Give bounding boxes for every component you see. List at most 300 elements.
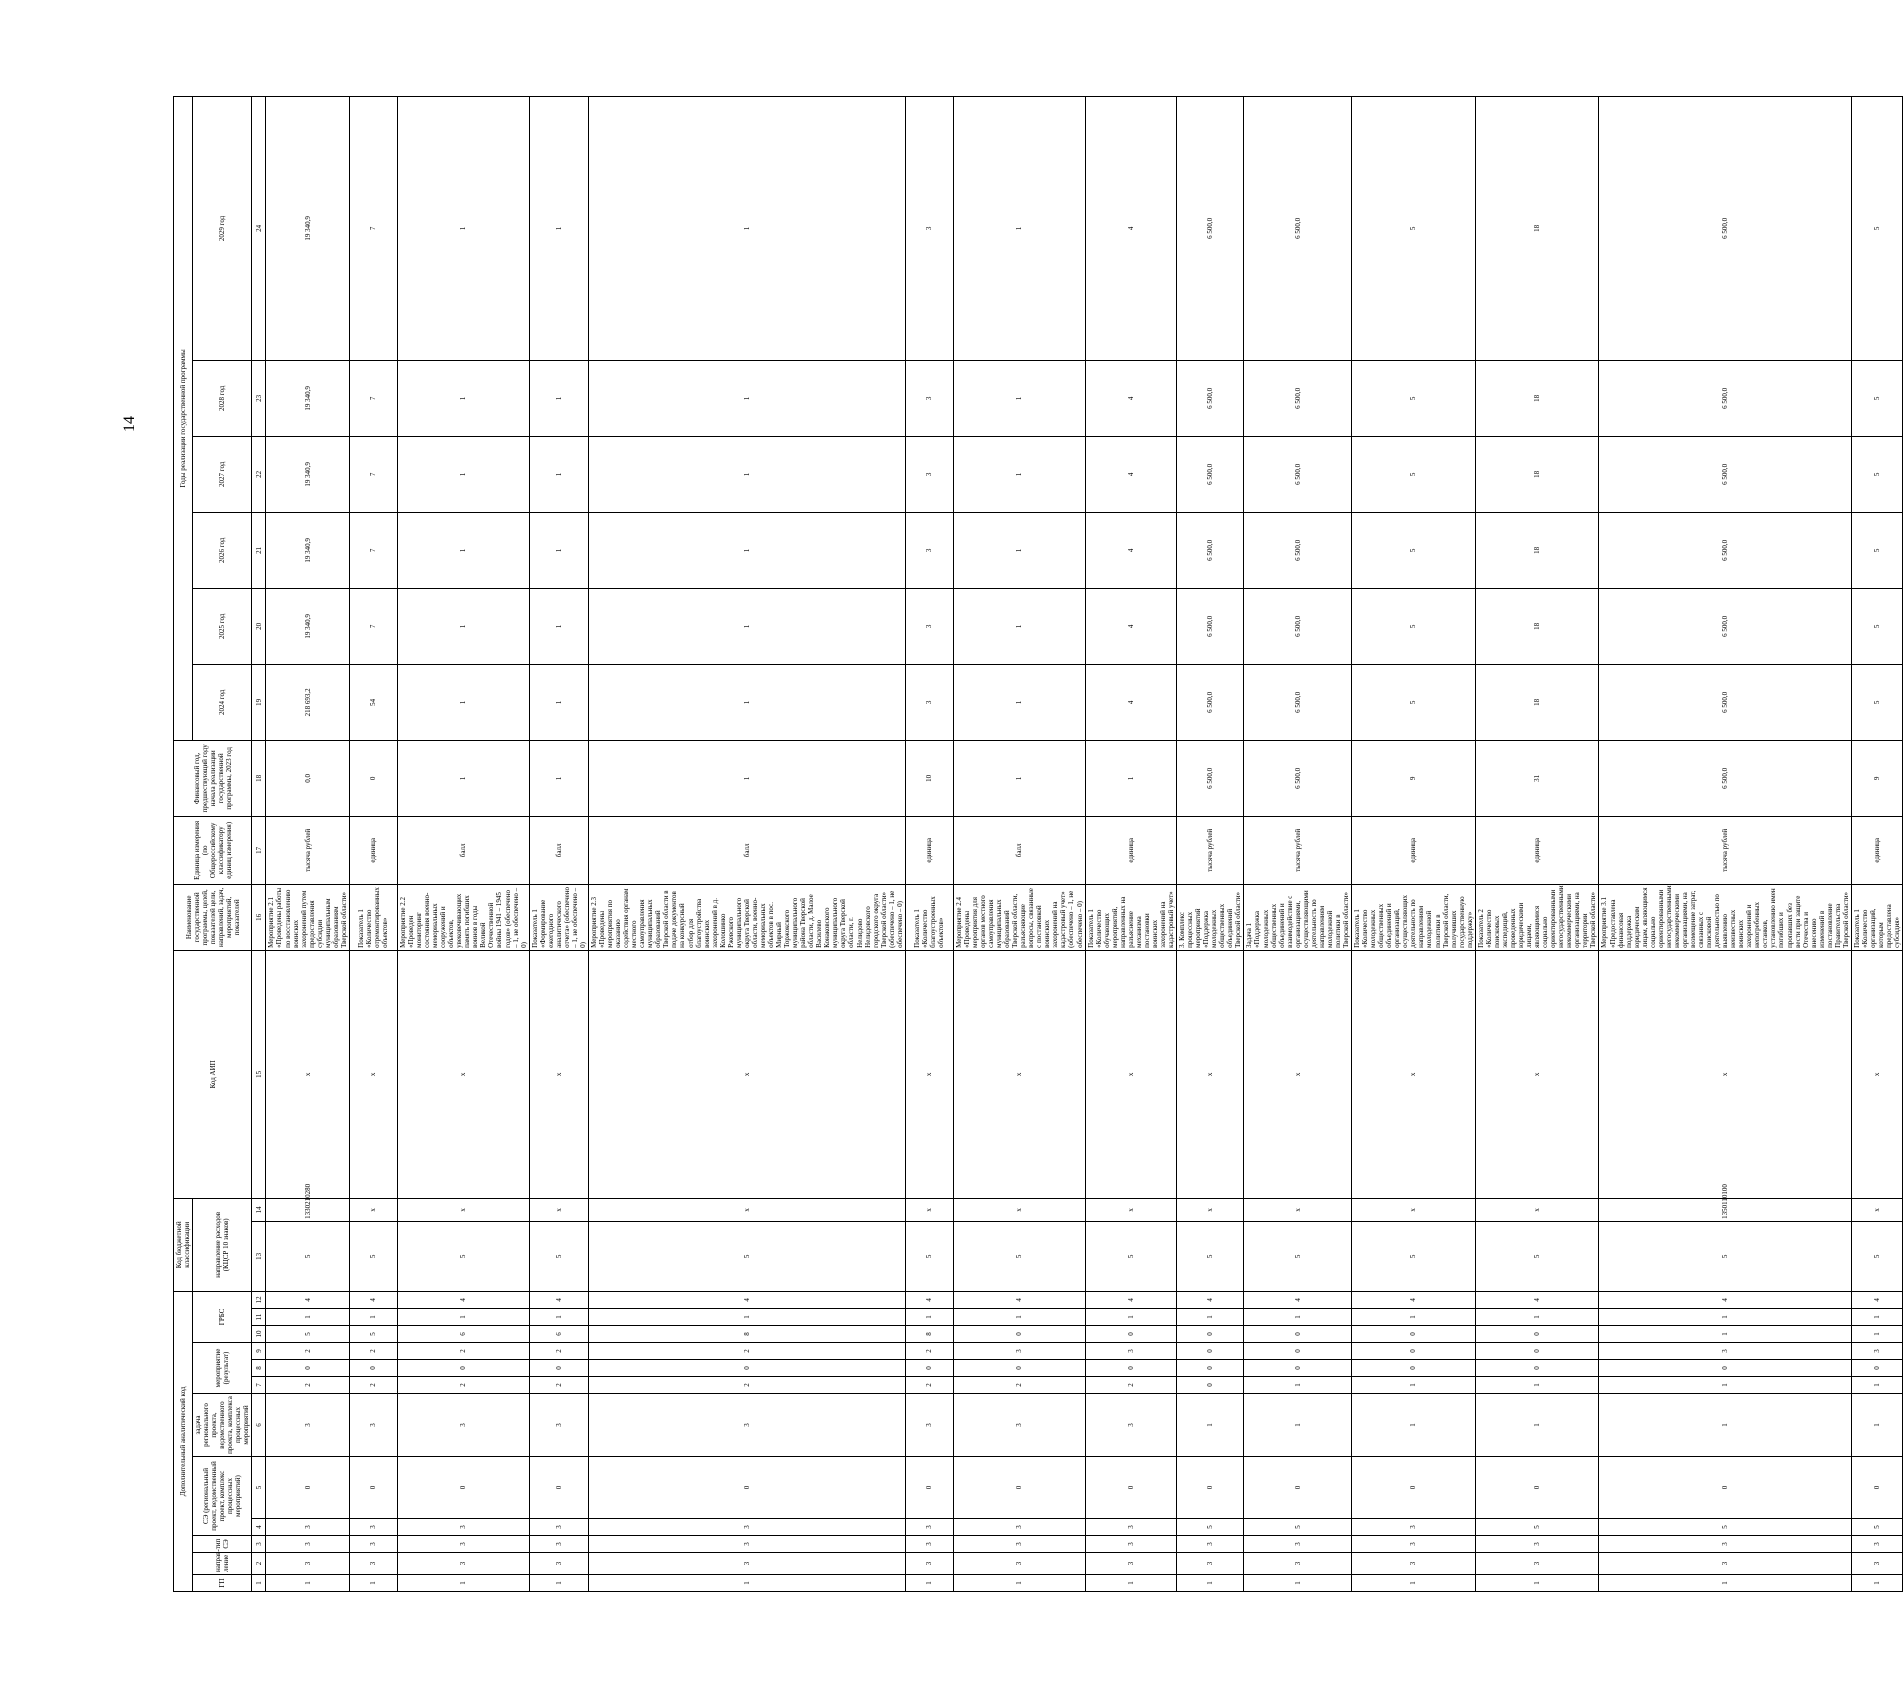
code-cell: 1 — [1851, 1326, 1902, 1343]
year-value: 3 — [905, 664, 953, 740]
year-value: 6 500,0 — [1177, 588, 1244, 664]
name-cell: Мероприятие 2.4 «Проведены мероприятия для органов местного самоуправления муниципальных образований Тверской области, разъясняющие вопросы, связанные с постановкой воинских захоронений на кадастровый учет» (обеспечено – 1, не обеспечено – 0) — [953, 884, 1085, 950]
year-value: 1 — [953, 360, 1085, 436]
code-cell: 0 — [1177, 1377, 1244, 1394]
code-cell: 1 — [1599, 1309, 1851, 1326]
code-cell: 1 — [1475, 1309, 1599, 1326]
code-cell: 1 — [529, 1575, 588, 1592]
col-number: 15 — [252, 950, 266, 1198]
code-cell: 3 — [588, 1536, 905, 1553]
aip-cell: x — [953, 950, 1085, 1198]
code-cell: 3 — [1085, 1536, 1177, 1553]
header-gp: ГП — [193, 1575, 252, 1592]
code-cell: 1 — [1177, 1309, 1244, 1326]
code-cell: 3 — [397, 1553, 529, 1575]
col-number: 17 — [252, 816, 266, 884]
table-row — [266, 97, 349, 1592]
kcsr-cell: 1350110100 — [1599, 1198, 1851, 1221]
kcsr-cell: x — [1352, 1198, 1476, 1221]
col-number: 4 — [252, 1519, 266, 1536]
code-cell: 0 — [1085, 1457, 1177, 1519]
code-cell: 3 — [266, 1519, 349, 1536]
code-cell: 0 — [1475, 1457, 1599, 1519]
year-value: 1 — [588, 588, 905, 664]
code-cell: 3 — [905, 1519, 953, 1536]
table-row — [1177, 97, 1244, 1592]
year-value: 1 — [953, 436, 1085, 512]
year-value: 18 — [1475, 97, 1599, 361]
code-cell: 0 — [953, 1360, 1085, 1377]
year-value: 19 340,9 — [266, 436, 349, 512]
name-cell: Показатель 1 «Количество организаций, которым предоставлена субсидия» — [1851, 884, 1902, 950]
year-value: 1 — [529, 588, 588, 664]
code-cell: 1 — [529, 1309, 588, 1326]
code-cell: 3 — [1085, 1343, 1177, 1360]
header-fin-year: Финансовый год, предшествующий году начала реализации государственной программы, 2023 год — [174, 740, 252, 816]
year-value: 3 — [905, 436, 953, 512]
year-value: 18 — [1475, 360, 1599, 436]
year-value: 4 — [1085, 97, 1177, 361]
header-expense-direction: направление расходов (КЦСР 10 знаков) — [193, 1198, 252, 1291]
aip-cell: x — [397, 950, 529, 1198]
code-cell: 5 — [266, 1221, 349, 1291]
code-cell: 6 — [529, 1326, 588, 1343]
code-cell: 3 — [1352, 1536, 1476, 1553]
fin-year-value: 9 — [1352, 740, 1476, 816]
code-cell: 0 — [1475, 1326, 1599, 1343]
code-cell: 2 — [266, 1343, 349, 1360]
code-cell: 3 — [397, 1519, 529, 1536]
col-number: 3 — [252, 1536, 266, 1553]
code-cell: 4 — [588, 1291, 905, 1308]
header-year-2024: 2024 год — [193, 664, 252, 740]
code-cell: 5 — [1599, 1519, 1851, 1536]
year-value: 18 — [1475, 588, 1599, 664]
code-cell: 4 — [397, 1291, 529, 1308]
year-value: 4 — [1085, 588, 1177, 664]
year-value: 18 — [1475, 664, 1599, 740]
table-row — [1475, 97, 1599, 1592]
column-numbers-row — [252, 97, 266, 1592]
code-cell: 0 — [349, 1457, 397, 1519]
code-cell: 1 — [1352, 1377, 1476, 1394]
col-number: 19 — [252, 664, 266, 740]
code-cell: 0 — [1244, 1360, 1352, 1377]
code-cell: 3 — [588, 1394, 905, 1457]
year-value: 6 500,0 — [1177, 436, 1244, 512]
kcsr-cell: x — [588, 1198, 905, 1221]
aip-cell: x — [266, 950, 349, 1198]
code-cell: 1 — [953, 1575, 1085, 1592]
year-value: 6 500,0 — [1177, 512, 1244, 588]
fin-year-value: 10 — [905, 740, 953, 816]
name-cell: Показатель 1 «Количество обучающих мероприятий, направленных на разъяснение механизма постановки воинских захоронений на кадастровый учет» — [1085, 884, 1177, 950]
kcsr-cell: x — [349, 1198, 397, 1221]
code-cell: 1 — [953, 1309, 1085, 1326]
year-value: 19 340,9 — [266, 512, 349, 588]
table-row — [588, 97, 905, 1592]
code-cell: 1 — [1352, 1575, 1476, 1592]
code-cell: 1 — [1352, 1309, 1476, 1326]
code-cell: 3 — [1177, 1553, 1244, 1575]
unit-cell: единица — [1352, 816, 1476, 884]
code-cell: 4 — [1085, 1291, 1177, 1308]
code-cell: 5 — [1177, 1221, 1244, 1291]
year-value: 1 — [397, 360, 529, 436]
code-cell: 1 — [1085, 1309, 1177, 1326]
year-value: 5 — [1851, 360, 1902, 436]
code-cell: 1 — [588, 1575, 905, 1592]
code-cell: 0 — [1244, 1343, 1352, 1360]
aip-cell: x — [1244, 950, 1352, 1198]
unit-cell: балл — [588, 816, 905, 884]
year-value: 4 — [1085, 360, 1177, 436]
table-body — [266, 97, 1903, 1592]
code-cell: 4 — [1475, 1291, 1599, 1308]
col-number: 16 — [252, 884, 266, 950]
code-cell: 0 — [588, 1360, 905, 1377]
year-value: 3 — [905, 588, 953, 664]
year-value: 1 — [588, 512, 905, 588]
name-cell: 3. Комплекс процессных мероприятий «Поддержка молодежных общественных объединений Тверской области» — [1177, 884, 1244, 950]
code-cell: 0 — [1177, 1326, 1244, 1343]
name-cell: Мероприятие 3.1 «Предоставлена финансовая поддержка юридическим лицам, являющимся социально ориентированными негосударственными некоммерческими организациями, на возмещение затрат, связанных с поисковой деятельностью по выявлению неизвестных воинских захоронений и непогребенных останков, установлению имен погибших и пропавших без вести при защите Отечества и внесению изменений в постановление Правительства Тверской области» — [1599, 884, 1851, 950]
name-cell: Показатель 1 «Количество отремонтированных объектов» — [349, 884, 397, 950]
col-number: 1 — [252, 1575, 266, 1592]
code-cell: 0 — [266, 1457, 349, 1519]
code-cell: 0 — [1599, 1360, 1851, 1377]
document-page-rotated — [173, 96, 1902, 1592]
aip-cell: x — [1085, 950, 1177, 1198]
code-cell: 2 — [397, 1343, 529, 1360]
year-value: 6 500,0 — [1244, 97, 1352, 361]
code-cell: 1 — [1244, 1575, 1352, 1592]
code-cell: 3 — [349, 1536, 397, 1553]
code-cell: 1 — [266, 1309, 349, 1326]
code-cell: 4 — [1352, 1291, 1476, 1308]
aip-cell: x — [349, 950, 397, 1198]
code-cell: 5 — [349, 1221, 397, 1291]
year-value: 7 — [349, 360, 397, 436]
code-cell: 0 — [953, 1457, 1085, 1519]
header-year-2029: 2029 год — [193, 97, 252, 361]
kcsr-cell: x — [1177, 1198, 1244, 1221]
code-cell: 1 — [1599, 1326, 1851, 1343]
col-number: 24 — [252, 97, 266, 361]
code-cell: 0 — [588, 1457, 905, 1519]
code-cell: 4 — [266, 1291, 349, 1308]
code-cell: 0 — [397, 1457, 529, 1519]
code-cell: 1 — [1475, 1575, 1599, 1592]
year-value: 6 500,0 — [1177, 360, 1244, 436]
unit-cell: балл — [397, 816, 529, 884]
fin-year-value: 1 — [1085, 740, 1177, 816]
header-year-2025: 2025 год — [193, 588, 252, 664]
code-cell: 2 — [529, 1343, 588, 1360]
code-cell: 2 — [397, 1377, 529, 1394]
code-cell: 0 — [266, 1360, 349, 1377]
year-value: 7 — [349, 588, 397, 664]
year-value: 3 — [905, 97, 953, 361]
year-value: 1 — [953, 97, 1085, 361]
code-cell: 3 — [953, 1343, 1085, 1360]
kcsr-cell: x — [905, 1198, 953, 1221]
code-cell: 0 — [1475, 1360, 1599, 1377]
code-cell: 0 — [953, 1326, 1085, 1343]
col-number: 14 — [252, 1198, 266, 1221]
fin-year-value: 0 — [349, 740, 397, 816]
year-value: 18 — [1475, 512, 1599, 588]
year-value: 5 — [1851, 436, 1902, 512]
code-cell: 1 — [349, 1309, 397, 1326]
col-number: 5 — [252, 1457, 266, 1519]
program-table — [173, 96, 1903, 1592]
code-cell: 1 — [1177, 1575, 1244, 1592]
header-grbs: ГРБС — [193, 1291, 252, 1342]
year-value: 6 500,0 — [1244, 664, 1352, 740]
aip-cell: x — [588, 950, 905, 1198]
code-cell: 1 — [1599, 1575, 1851, 1592]
year-value: 1 — [588, 664, 905, 740]
year-value: 1 — [953, 664, 1085, 740]
code-cell: 3 — [1475, 1553, 1599, 1575]
code-cell: 3 — [953, 1519, 1085, 1536]
year-value: 1 — [397, 664, 529, 740]
table-row — [905, 97, 953, 1592]
col-number: 13 — [252, 1221, 266, 1291]
header-year-2027: 2027 год — [193, 436, 252, 512]
header-year-2028: 2028 год — [193, 360, 252, 436]
code-cell: 0 — [1244, 1326, 1352, 1343]
col-number: 9 — [252, 1343, 266, 1360]
code-cell: 1 — [1599, 1377, 1851, 1394]
code-cell: 0 — [1177, 1360, 1244, 1377]
fin-year-value: 0,0 — [266, 740, 349, 816]
year-value: 6 500,0 — [1177, 97, 1244, 361]
fin-year-value: 31 — [1475, 740, 1599, 816]
unit-cell: тысяча рублей — [1599, 816, 1851, 884]
table-row — [1085, 97, 1177, 1592]
code-cell: 0 — [1475, 1343, 1599, 1360]
table-row — [1352, 97, 1476, 1592]
code-cell: 4 — [349, 1291, 397, 1308]
code-cell: 2 — [953, 1377, 1085, 1394]
year-value: 54 — [349, 664, 397, 740]
code-cell: 1 — [1244, 1377, 1352, 1394]
year-value: 6 500,0 — [1599, 588, 1851, 664]
code-cell: 4 — [953, 1291, 1085, 1308]
code-cell: 3 — [953, 1394, 1085, 1457]
col-number: 11 — [252, 1309, 266, 1326]
header-task: задача регионального проекта, ведомственного проекта, комплекса процессных мероприятий — [193, 1394, 252, 1457]
year-value: 6 500,0 — [1244, 588, 1352, 664]
year-value: 1 — [529, 512, 588, 588]
kcsr-cell: x — [529, 1198, 588, 1221]
code-cell: 5 — [529, 1221, 588, 1291]
code-cell: 4 — [1177, 1291, 1244, 1308]
col-number: 2 — [252, 1553, 266, 1575]
name-cell: Мероприятие 2.3 «Проведены мероприятия по оказанию содействия органам местного самоуправления муниципальных образований Тверской области в подаче документов на конкурсный отбор для благоустройства воинских захоронений в д. Колошинко Ржевского муниципального округа Тверской области, военно-мемориальных объектов в пос. Мирный Торжокского муниципального района Тверской области, д. Малое Василево Конаковского муниципального округа Тверской области, г. Нелидово Нелидовского городского округа Тверской области» (обеспечено – 1, не обеспечено – 0) — [588, 884, 905, 950]
code-cell: 0 — [1352, 1326, 1476, 1343]
code-cell: 3 — [953, 1536, 1085, 1553]
aip-cell: x — [1475, 950, 1599, 1198]
year-value: 18 — [1475, 436, 1599, 512]
aip-cell: x — [905, 950, 953, 1198]
code-cell: 2 — [266, 1377, 349, 1394]
kcsr-cell: x — [1851, 1198, 1902, 1221]
code-cell: 5 — [1085, 1221, 1177, 1291]
code-cell: 3 — [1244, 1536, 1352, 1553]
year-value: 1 — [397, 512, 529, 588]
code-cell: 0 — [1851, 1457, 1902, 1519]
code-cell: 0 — [1085, 1360, 1177, 1377]
year-value: 1 — [529, 436, 588, 512]
year-value: 1 — [588, 97, 905, 361]
code-cell: 0 — [529, 1360, 588, 1377]
col-number: 18 — [252, 740, 266, 816]
code-cell: 1 — [397, 1309, 529, 1326]
code-cell: 5 — [1851, 1519, 1902, 1536]
header-direction: направ-ление — [193, 1553, 252, 1575]
code-cell: 2 — [349, 1343, 397, 1360]
code-cell: 1 — [1851, 1377, 1902, 1394]
year-value: 19 340,9 — [266, 360, 349, 436]
code-cell: 2 — [529, 1377, 588, 1394]
code-cell: 0 — [905, 1360, 953, 1377]
code-cell: 0 — [1352, 1457, 1476, 1519]
code-cell: 0 — [349, 1360, 397, 1377]
code-cell: 0 — [1599, 1457, 1851, 1519]
code-cell: 2 — [349, 1377, 397, 1394]
header-aip: Код АИП — [174, 950, 252, 1198]
table-row — [529, 97, 588, 1592]
code-cell: 5 — [1244, 1221, 1352, 1291]
year-value: 5 — [1851, 97, 1902, 361]
header-event: мероприятие (результат) — [193, 1343, 252, 1394]
fin-year-value: 1 — [953, 740, 1085, 816]
header-name: Наименование государственной программы, целей, показателей цели, направлений, задач, мероприятий, показателей — [174, 884, 252, 950]
col-number: 10 — [252, 1326, 266, 1343]
code-cell: 3 — [1599, 1553, 1851, 1575]
year-value: 1 — [397, 97, 529, 361]
year-value: 4 — [1085, 436, 1177, 512]
col-number: 23 — [252, 360, 266, 436]
year-value: 5 — [1352, 360, 1476, 436]
year-value: 218 693,2 — [266, 664, 349, 740]
code-cell: 3 — [529, 1536, 588, 1553]
col-number: 6 — [252, 1394, 266, 1457]
year-value: 5 — [1851, 664, 1902, 740]
code-cell: 3 — [588, 1519, 905, 1536]
aip-cell: x — [1851, 950, 1902, 1198]
code-cell: 3 — [397, 1394, 529, 1457]
code-cell: 1 — [1851, 1394, 1902, 1457]
year-value: 3 — [905, 360, 953, 436]
code-cell: 2 — [905, 1343, 953, 1360]
code-cell: 0 — [529, 1457, 588, 1519]
code-cell: 5 — [266, 1326, 349, 1343]
col-number: 12 — [252, 1291, 266, 1308]
code-cell: 1 — [905, 1575, 953, 1592]
year-value: 1 — [953, 588, 1085, 664]
code-cell: 5 — [397, 1221, 529, 1291]
unit-cell: единица — [349, 816, 397, 884]
code-cell: 0 — [1177, 1343, 1244, 1360]
code-cell: 0 — [1352, 1360, 1476, 1377]
code-cell: 3 — [1352, 1519, 1476, 1536]
code-cell: 3 — [1851, 1343, 1902, 1360]
year-value: 19 340,9 — [266, 588, 349, 664]
code-cell: 3 — [266, 1394, 349, 1457]
code-cell: 5 — [1851, 1221, 1902, 1291]
year-value: 5 — [1352, 436, 1476, 512]
kcsr-cell: x — [953, 1198, 1085, 1221]
year-value: 5 — [1352, 97, 1476, 361]
table-row — [953, 97, 1085, 1592]
code-cell: 1 — [1244, 1309, 1352, 1326]
header-budget-code: Код бюджетной классификации — [174, 1198, 193, 1291]
code-cell: 2 — [1085, 1377, 1177, 1394]
unit-cell: балл — [529, 816, 588, 884]
code-cell: 3 — [1851, 1536, 1902, 1553]
unit-cell: единица — [1851, 816, 1902, 884]
year-value: 1 — [529, 360, 588, 436]
code-cell: 0 — [905, 1457, 953, 1519]
year-value: 7 — [349, 512, 397, 588]
year-value: 1 — [953, 512, 1085, 588]
code-cell: 5 — [953, 1221, 1085, 1291]
year-value: 1 — [397, 436, 529, 512]
year-value: 3 — [905, 512, 953, 588]
year-value: 5 — [1352, 512, 1476, 588]
code-cell: 5 — [1475, 1221, 1599, 1291]
year-value: 6 500,0 — [1599, 512, 1851, 588]
code-cell: 1 — [905, 1309, 953, 1326]
page-number: 14 — [121, 416, 138, 432]
aip-cell: x — [1599, 950, 1851, 1198]
code-cell: 0 — [397, 1360, 529, 1377]
code-cell: 5 — [1177, 1519, 1244, 1536]
code-cell: 3 — [905, 1553, 953, 1575]
code-cell: 4 — [905, 1291, 953, 1308]
name-cell: Показатель 1 «Количество молодежных общественных объединений и организаций, осуществляющих деятельность по направлениям молодежной политики в Тверской области, получивших государственную поддержку» — [1352, 884, 1476, 950]
year-value: 6 500,0 — [1244, 436, 1352, 512]
year-value: 6 500,0 — [1599, 97, 1851, 361]
code-cell: 3 — [905, 1536, 953, 1553]
col-number: 8 — [252, 1360, 266, 1377]
year-value: 5 — [1352, 664, 1476, 740]
code-cell: 1 — [588, 1309, 905, 1326]
unit-cell: единица — [905, 816, 953, 884]
kcsr-cell: x — [397, 1198, 529, 1221]
code-cell: 3 — [1244, 1553, 1352, 1575]
code-cell: 3 — [349, 1394, 397, 1457]
name-cell: Показатель 2 «Количество поисковых экспедиций, проведенных юридическими лицами, являющимися социально ориентированными негосударственными некоммерческими организациями, на территории Тверской области» — [1475, 884, 1599, 950]
code-cell: 1 — [1352, 1394, 1476, 1457]
code-cell: 1 — [1599, 1394, 1851, 1457]
kcsr-cell: x — [1244, 1198, 1352, 1221]
code-cell: 8 — [905, 1326, 953, 1343]
code-cell: 2 — [905, 1377, 953, 1394]
code-cell: 3 — [266, 1536, 349, 1553]
table-row — [1599, 97, 1851, 1592]
year-value: 6 500,0 — [1599, 360, 1851, 436]
name-cell: Задача 1 «Поддержка молодежных общественных объединений и взаимодействие с организациями, осуществляющими деятельность по направлениям молодежной политики в Тверской области» — [1244, 884, 1352, 950]
name-cell: Показатель 1 «Формирование ежегодного аналитического отчета» (обеспечено – 1, не обеспечено – 0) — [529, 884, 588, 950]
year-value: 1 — [529, 664, 588, 740]
code-cell: 5 — [1244, 1519, 1352, 1536]
code-cell: 3 — [529, 1394, 588, 1457]
